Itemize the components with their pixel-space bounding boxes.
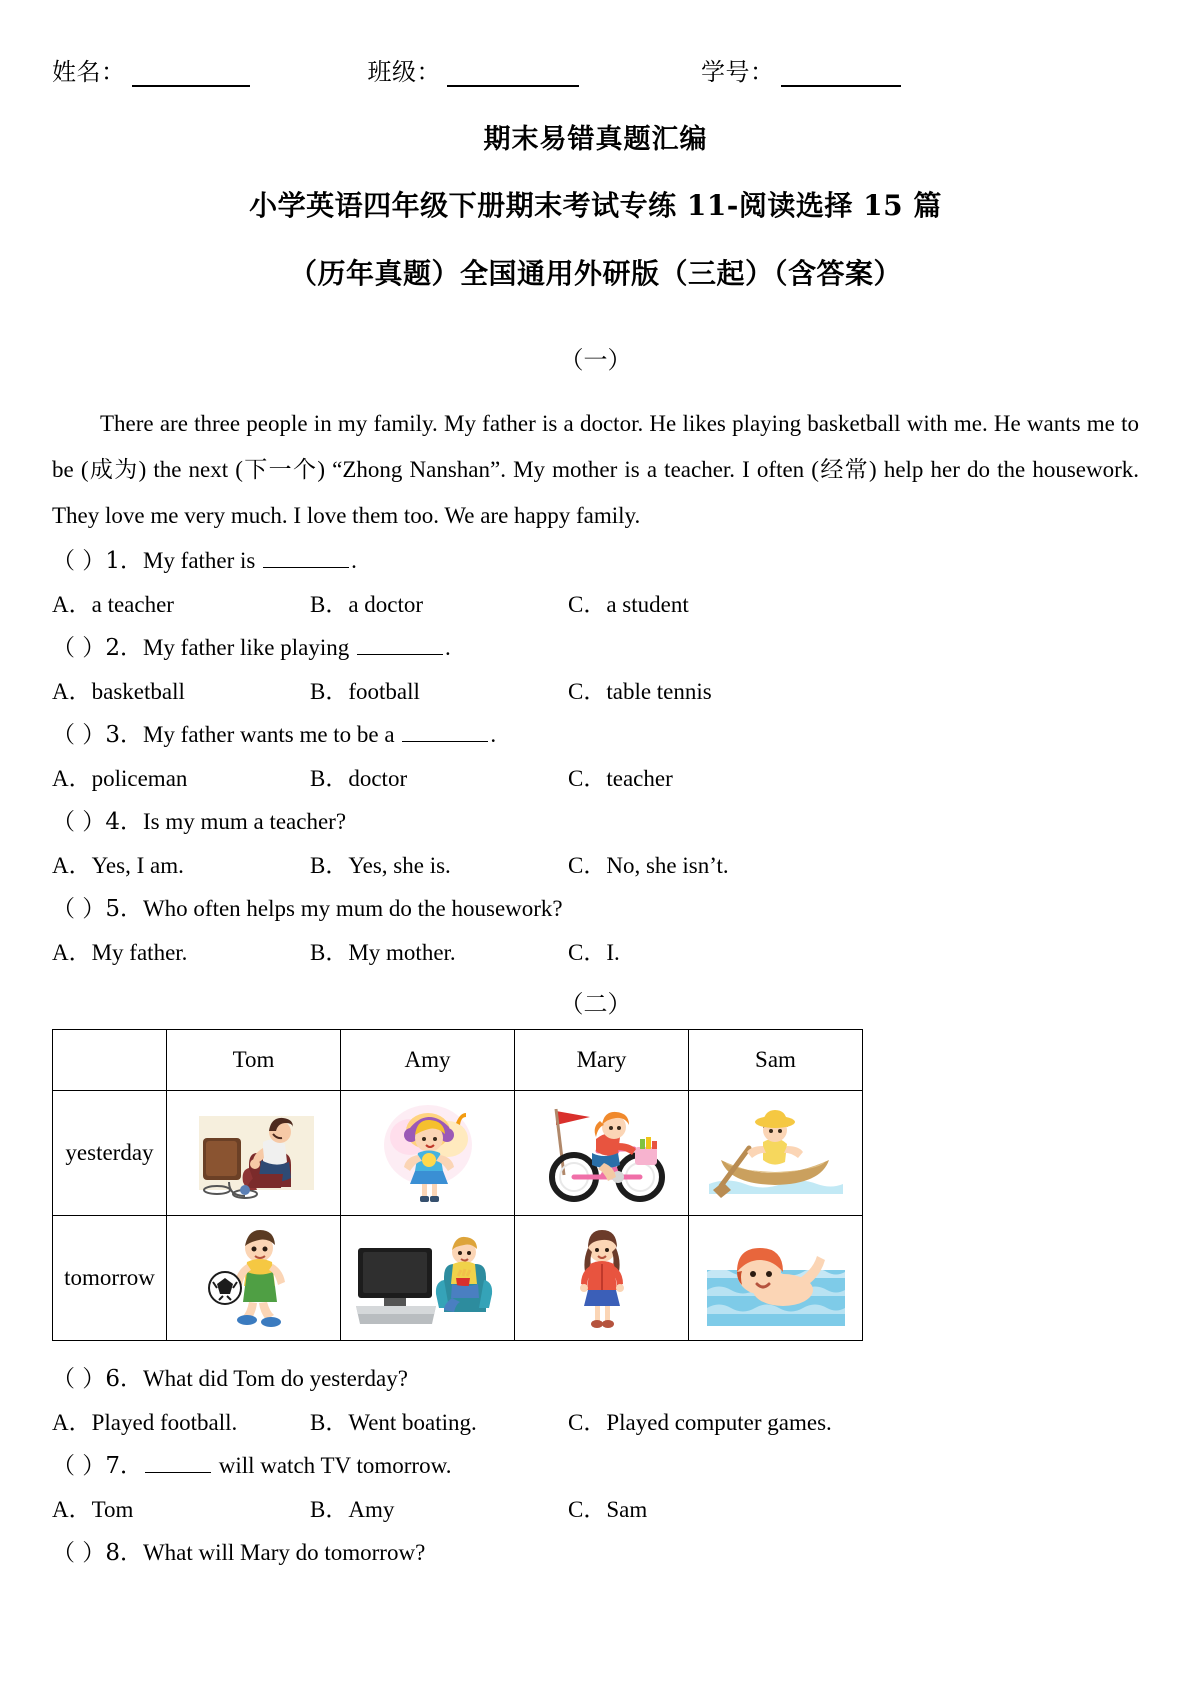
answer-paren-box[interactable]: （ ）	[52, 1453, 106, 1479]
cell-amy-yesterday	[341, 1091, 515, 1216]
question-number: 3．	[105, 722, 143, 748]
option-c[interactable]: C．table tennis	[568, 679, 712, 704]
question-number: 6．	[105, 1366, 143, 1392]
question-item	[52, 1357, 1139, 1401]
question-item	[52, 1444, 1139, 1488]
boating-boy-icon	[689, 1094, 862, 1212]
row-label-tomorrow: tomorrow	[53, 1216, 167, 1341]
playing-football-boy-icon	[167, 1219, 340, 1337]
table-col-header-amy: Amy	[341, 1030, 515, 1091]
cell-mary-tomorrow	[515, 1216, 689, 1341]
question-item	[52, 626, 1139, 670]
activity-table	[52, 1029, 863, 1341]
option-c[interactable]: C．Sam	[568, 1497, 648, 1522]
option-a[interactable]: A．My father.	[52, 940, 188, 965]
cell-mary-yesterday	[515, 1091, 689, 1216]
passage-gloss-3: 经常	[818, 457, 870, 483]
playing-computer-games-icon	[167, 1094, 340, 1212]
cell-sam-yesterday	[689, 1091, 863, 1216]
question-number: 4．	[105, 809, 143, 835]
answer-blank[interactable]	[263, 550, 349, 568]
question-text-tail: .	[445, 635, 451, 660]
watching-tv-icon	[341, 1219, 514, 1337]
answer-blank[interactable]	[357, 637, 443, 655]
riding-bike-girl-icon	[515, 1094, 688, 1212]
option-a[interactable]: A．Tom	[52, 1497, 134, 1522]
singing-dancing-girl-icon	[341, 1094, 514, 1212]
table-col-header-sam: Sam	[689, 1030, 863, 1091]
option-row	[52, 844, 1139, 887]
option-c[interactable]: C．Played computer games.	[568, 1410, 832, 1435]
answer-paren-box[interactable]: （ ）	[52, 635, 106, 661]
question-text-tail: .	[351, 548, 357, 573]
name-label: 姓名：	[52, 58, 126, 86]
question-item	[52, 539, 1139, 583]
question-block-one	[52, 539, 1139, 974]
passage-gloss-1: 成为	[88, 457, 139, 483]
passage-gloss-2: 下一个	[242, 457, 318, 483]
answer-paren-box[interactable]: （ ）	[52, 1540, 106, 1566]
option-row	[52, 670, 1139, 713]
cell-tom-tomorrow	[167, 1216, 341, 1341]
cell-tom-yesterday	[167, 1091, 341, 1216]
question-number: 1．	[105, 548, 143, 574]
document-title-3: （历年真题）全国通用外研版（三起）（含答案）	[288, 257, 902, 290]
question-text: Is my mum a teacher?	[142, 809, 347, 834]
option-row	[52, 1488, 1139, 1531]
question-number: 5．	[105, 896, 143, 922]
swimming-icon	[689, 1219, 862, 1337]
question-text: What did Tom do yesterday?	[142, 1366, 408, 1391]
question-text: Who often helps my mum do the housework?	[142, 896, 563, 921]
answer-paren-box[interactable]: （ ）	[52, 1366, 106, 1392]
option-c[interactable]: C．No, she isn’t.	[568, 853, 729, 878]
question-number: 7．	[105, 1453, 143, 1479]
question-text: What will Mary do tomorrow?	[142, 1540, 426, 1565]
option-c[interactable]: C．a student	[568, 592, 689, 617]
reading-passage-one	[52, 401, 1139, 539]
question-text: My father like playing	[142, 635, 356, 660]
option-c[interactable]: C．I.	[568, 940, 620, 965]
answer-blank[interactable]	[145, 1455, 211, 1473]
option-b[interactable]: B．a doctor	[310, 592, 424, 617]
option-row	[52, 757, 1139, 800]
question-text: My father is	[142, 548, 262, 573]
answer-blank[interactable]	[402, 724, 488, 742]
option-b[interactable]: B．doctor	[310, 766, 408, 791]
answer-paren-box[interactable]: （ ）	[52, 896, 106, 922]
question-item	[52, 887, 1139, 931]
option-a[interactable]: A．basketball	[52, 679, 185, 704]
cell-sam-tomorrow	[689, 1216, 863, 1341]
passage-text-4: ) help her do the housework. They love me very much. I love them too. We are happy family.	[52, 457, 1140, 528]
option-b[interactable]: B．Yes, she is.	[310, 853, 451, 878]
option-c[interactable]: C．teacher	[568, 766, 673, 791]
document-title-2: 小学英语四年级下册期末考试专练 11-阅读选择 15 篇	[249, 189, 942, 222]
passage-text-2: ) the next (	[138, 457, 243, 482]
table-row-yesterday	[53, 1091, 863, 1216]
option-row	[52, 583, 1139, 626]
question-number: 8．	[105, 1540, 143, 1566]
passage-text-1: There are three people in my family. My father is a doctor. He likes playing basketball with me. He wants me to be (	[52, 411, 1139, 482]
section-marker-one: （一）	[559, 346, 632, 374]
option-b[interactable]: B．football	[310, 679, 420, 704]
option-a[interactable]: A．a teacher	[52, 592, 174, 617]
section-marker-two: （二）	[559, 990, 632, 1018]
id-field	[701, 52, 901, 87]
answer-paren-box[interactable]: （ ）	[52, 548, 106, 574]
option-a[interactable]: A．Played football.	[52, 1410, 238, 1435]
question-text-tail: .	[490, 722, 497, 747]
question-item	[52, 1531, 1139, 1575]
row-label-yesterday: yesterday	[53, 1091, 167, 1216]
question-text-tail: will watch TV tomorrow.	[212, 1453, 452, 1478]
question-text: My father wants me to be a	[142, 722, 401, 747]
option-b[interactable]: B．Amy	[310, 1497, 395, 1522]
option-b[interactable]: B．Went boating.	[310, 1410, 477, 1435]
option-row	[52, 1401, 1139, 1444]
passage-text-3: ) “Zhong Nanshan”. My mother is a teacher. I often (	[317, 457, 819, 482]
answer-paren-box[interactable]: （ ）	[52, 809, 106, 835]
class-field	[368, 52, 580, 87]
option-a[interactable]: A．policeman	[52, 766, 188, 791]
answer-paren-box[interactable]: （ ）	[52, 722, 106, 748]
id-label: 学号：	[701, 58, 775, 86]
table-row-tomorrow	[53, 1216, 863, 1341]
class-label: 班级：	[367, 58, 441, 86]
question-item	[52, 713, 1139, 757]
table-corner-cell	[53, 1030, 167, 1091]
student-info-row	[0, 0, 1191, 87]
option-a[interactable]: A．Yes, I am.	[52, 853, 184, 878]
name-blank[interactable]	[132, 63, 250, 87]
table-col-header-tom: Tom	[167, 1030, 341, 1091]
question-item	[52, 800, 1139, 844]
question-block-two	[52, 1357, 1139, 1575]
question-number: 2．	[105, 635, 143, 661]
document-title-1: 期末易错真题汇编	[483, 124, 708, 155]
id-blank[interactable]	[781, 63, 901, 87]
name-field	[52, 52, 250, 87]
cell-amy-tomorrow	[341, 1216, 515, 1341]
option-b[interactable]: B．My mother.	[310, 940, 456, 965]
table-header-row	[53, 1030, 863, 1091]
option-row	[52, 931, 1139, 974]
table-col-header-mary: Mary	[515, 1030, 689, 1091]
class-blank[interactable]	[447, 63, 579, 87]
girl-standing-icon	[515, 1219, 688, 1337]
